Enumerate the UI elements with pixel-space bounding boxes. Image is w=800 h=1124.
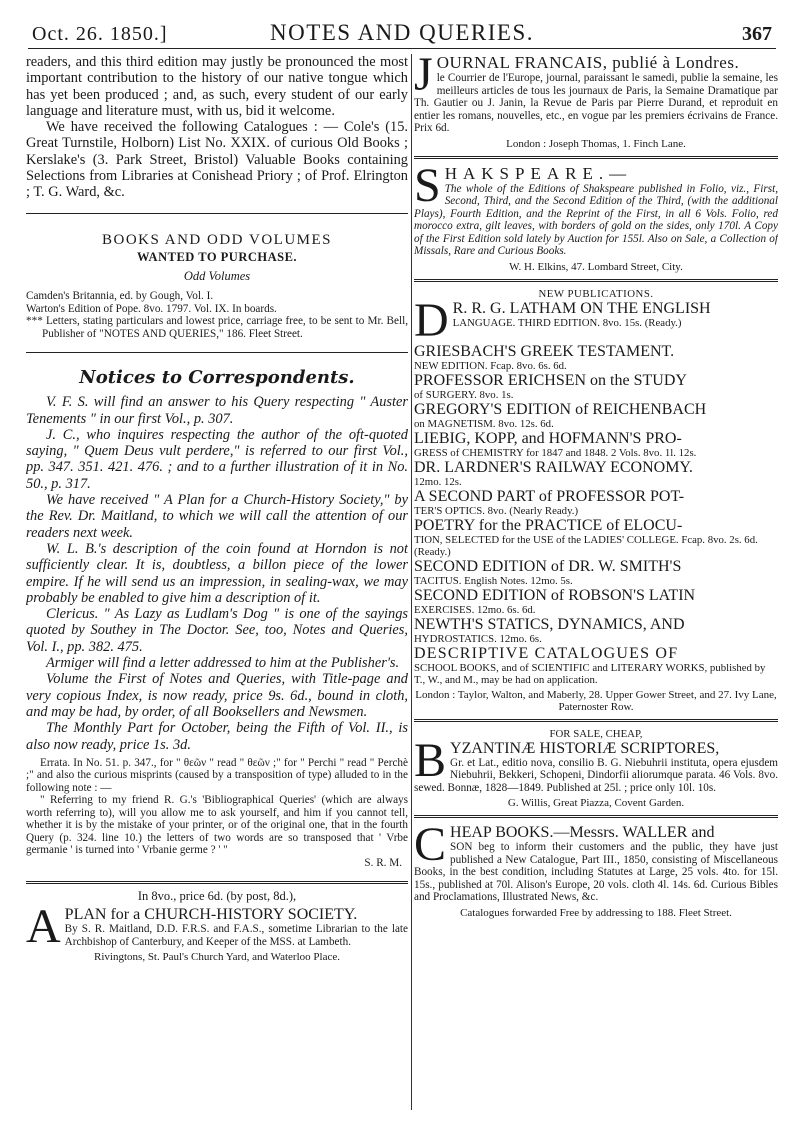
notice-7: Volume the First of Notes and Queries, with Title-page and very copious Index, is now ready, price 9s. 6d., bound in cloth, and may be had, by order, of all Booksellers and Newsmen.: [26, 671, 408, 720]
pub-9-sub: TACITUS. English Notes. 12mo. 5s.: [414, 574, 573, 587]
pub-2-sub: NEW EDITION. Fcap. 8vo. 6s. 6d.: [414, 359, 567, 372]
errata-signature: S. R. M.: [364, 856, 402, 869]
divider: [26, 881, 408, 884]
notice-2: J. C., who inquires respecting the author of the oft-quoted saying, " Quem Deus vult perdere," is referred to our first Vol., pp. 347. 351. 421. 476. ; and to a further illustration of it in No. 50., p. 317.: [26, 426, 408, 492]
pub-11-sub: HYDROSTATICS. 12mo. 6s.: [414, 632, 542, 645]
pub-7: A SECOND PART of PROFESSOR POT-: [414, 487, 685, 505]
notice-8: The Monthly Part for October, being the Fifth of Vol. II., is also now ready, price 1s. 3d.: [26, 720, 408, 753]
pub-4: GREGORY'S EDITION of REICHENBACH: [414, 400, 707, 418]
divider: [26, 213, 408, 214]
notice-5: Clericus. " As Lazy as Ludlam's Dog " is one of the sayings quoted by Southey in The Doctor. See, too, Notes and Queries, Vol. I., pp. 382. 475.: [26, 606, 408, 655]
journal-dropcap: J: [414, 54, 433, 101]
left-column: [26, 54, 408, 1112]
pub-8: POETRY for the PRACTICE of ELOCU-: [414, 516, 683, 534]
journal-body: le Courrier de l'Europe, journal, paraissant le samedi, publie la semaine, les meilleurs articles de tous les journaux de Paris, la Semaine Dramatique par Th. Gautier ou J. Janin, la Revue de Paris par Pierre Durand, et reproduit en entier les romans, nouvelles, etc., en vogue par les premiers écrivains de France. Prix 6d.: [414, 72, 778, 134]
pub-9: SECOND EDITION of DR. W. SMITH'S: [414, 557, 682, 575]
divider: [414, 815, 778, 818]
shakspeare-body: The whole of the Editions of Shakspeare published in Folio, viz., First, Second, Third, and the Second Edition of the Third, (with the additional Plays), Fourth Edition, and the Reprint of the First, in all 6 Vols. Folio, red morocco extra, gilt leaves, with borders of gold on the sides, only 170l. A Copy of the First Edition sold lately by Auction for 155l. Also on Sale, a Collection of Missals, Rare and Curious Books.: [414, 182, 778, 257]
cheap-books-ad: [414, 824, 778, 904]
pub-3-sub: of SURGERY. 8vo. 1s.: [414, 388, 514, 401]
byzantine-body: Gr. et Lat., editio nova, consilio B. G. Niebuhrii instituta, opera ejusdem Niebuhrii, Bekkeri, Schopeni, Dindorfii aliorumque parata. 46 Vols. 8vo. sewed. Bonnæ, 1828—1849. Published at 25l. ; price only 10l. 10s.: [414, 756, 778, 794]
header-page-number: 367: [742, 23, 772, 45]
plan-footer: Rivingtons, St. Paul's Church Yard, and Waterloo Place.: [94, 951, 340, 964]
divider: [414, 279, 778, 282]
pub-5: LIEBIG, KOPP, and HOFMANN'S PRO-: [414, 429, 682, 447]
right-column: [414, 54, 778, 1112]
publications-footer: London : Taylor, Walton, and Maberly, 28. Upper Gower Street, and 27. Ivy Lane, Paternoster Row.: [415, 688, 777, 713]
journal-ad: [414, 54, 778, 135]
cheap-title: HEAP BOOKS.—Messrs. WALLER and: [450, 824, 715, 841]
cheap-dropcap: C: [414, 824, 447, 871]
shakspeare-footer: W. H. Elkins, 47. Lombard Street, City.: [509, 260, 683, 273]
cheap-footer: Catalogues forwarded Free by addressing to 188. Fleet Street.: [460, 906, 732, 919]
pub-12: DESCRIPTIVE CATALOGUES OF: [414, 644, 679, 662]
odd-volumes: Odd Volumes: [183, 269, 251, 284]
pub-6: DR. LARDNER'S RAILWAY ECONOMY.: [414, 458, 693, 476]
journal-title: OURNAL FRANCAIS, publié à Londres.: [436, 54, 740, 72]
shakspeare-title: HAKSPEARE.—: [444, 164, 633, 183]
pub-12-sub: SCHOOL BOOKS, and of SCIENTIFIC and LITERARY WORKS, published by T., W., and M., may be had on application.: [414, 661, 766, 686]
intro-paragraph: readers, and this third edition may justly be pronounced the most important contribution to the history of our native tongue which has yet been produced ; and, as such, every student of our early language and literature must, with us, bid it welcome.: [26, 54, 408, 119]
pub-8-sub: TION, SELECTED for the USE of the LADIES' COLLEGE. Fcap. 8vo. 2s. 6d. (Ready.): [414, 533, 758, 558]
page-header: [28, 18, 776, 49]
letters-note: *** Letters, stating particulars and lowest price, carriage free, to be sent to Mr. Bell, Publisher of "NOTES AND QUERIES," 186. Fleet Street.: [26, 315, 408, 340]
notice-6: Armiger will find a letter addressed to him at the Publisher's.: [46, 655, 400, 672]
byzantine-footer: G. Willis, Great Piazza, Covent Garden.: [507, 797, 685, 809]
catalogues-paragraph: We have received the following Catalogues : — Cole's (15. Great Turnstile, Holborn) List No. XXIX. of curious Old Books ; Kerslake's (3. Park Street, Bristol) Valuable Books containing Selections from Libraries at Conishead Priory ; of Prof. Elrington ; T. G. Ward, &c.: [26, 119, 408, 201]
pub-6-sub: 12mo. 12s.: [414, 475, 462, 488]
wanted-item-1: Camden's Britannia, ed. by Gough, Vol. I.: [26, 290, 214, 303]
byzantine-ad: [414, 740, 778, 795]
column-divider: [411, 54, 412, 1110]
pub-10-sub: EXERCISES. 12mo. 6s. 6d.: [414, 603, 536, 616]
pub-2: GRIESBACH'S GREEK TESTAMENT.: [414, 342, 675, 360]
pub-11: NEWTH'S STATICS, DYNAMICS, AND: [414, 615, 685, 633]
journal-footer: London : Joseph Thomas, 1. Finch Lane.: [506, 137, 686, 150]
plan-body: By S. R. Maitland, D.D. F.R.S. and F.A.S., sometime Librarian to the late Archbishop of Canterbury, and Keeper of the MSS. at Lambeth.: [64, 923, 408, 948]
pub-7-sub: TER'S OPTICS. 8vo. (Nearly Ready.): [414, 504, 579, 517]
latham-title: R. R. G. LATHAM ON THE ENGLISH: [452, 299, 711, 317]
shakspeare-dropcap: S: [414, 164, 441, 212]
plan-price: In 8vo., price 6d. (by post, 8d.),: [137, 889, 297, 904]
pub-5-sub: GRESS of CHEMISTRY for 1847 and 1848. 2 Vols. 8vo. 1l. 12s.: [414, 446, 697, 459]
shakspeare-ad: [414, 165, 778, 258]
latham-ad: [414, 300, 778, 341]
pub-3: PROFESSOR ERICHSEN on the STUDY: [414, 371, 687, 389]
notices-title: Notices to Correspondents.: [79, 367, 355, 389]
publications-header: NEW PUBLICATIONS.: [538, 287, 654, 300]
pub-10: SECOND EDITION of ROBSON'S LATIN: [414, 586, 696, 604]
header-date: Oct. 26. 1850.]: [32, 23, 168, 45]
errata-quote: " Referring to my friend R. G.'s 'Bibliographical Queries' (which are always worth referring to), will you allow me to ask yourself, and him if you cannot tell, whether it is by the mistake of your printer, or of the original one, that in the fourth Query (p. 324. line 10.) the letters of two words are so transposed that ' Vrbe germanie ' is turned into ' Vrbanie germe ? ' ": [26, 794, 408, 857]
notice-4: W. L. B.'s description of the coin found at Horndon is not sufficiently clear. It is, doubtless, a billon piece of the lower empire. If he will send us an impression, in sealing-wax, we may probably be enabled to give him a description of it.: [26, 540, 408, 606]
wanted-item-2: Warton's Edition of Pope. 8vo. 1797. Vol. IX. In boards.: [26, 302, 277, 315]
byzantine-dropcap: B: [414, 739, 447, 787]
errata: Errata. In No. 51. p. 347., for " θεῶν " read " θεῶν ;" for " Perchi " read " Perchè ;" and also the curious misprints (caused by a transposition of type) alluded to in the following note : —: [26, 756, 408, 794]
notice-3: We have received " A Plan for a Church-History Society," by the Rev. Dr. Maitland, to which we will call the attention of our readers next week.: [26, 492, 408, 541]
books-wanted: WANTED TO PURCHASE.: [136, 249, 298, 264]
cheap-body: SON beg to inform their customers and the public, they have just published a New Catalogue, Part III., 1850, consisting of Miscellaneous Books, in the best condition, including Statutes at Large, 25 vols. 4to. for 15l. 15s., published at 70l. Alison's Europe, 20 vols. cloth 4l. 14s. 6d. Curious Bibles and Proclamations, Illustrated News, &c.: [414, 841, 778, 903]
pub-4-sub: on MAGNETISM. 8vo. 12s. 6d.: [414, 417, 554, 430]
divider: [414, 719, 778, 722]
plan-dropcap: A: [26, 906, 61, 949]
byzantine-title: YZANTINÆ HISTORIÆ SCRIPTORES,: [450, 739, 720, 757]
books-title: BOOKS AND ODD VOLUMES: [102, 231, 332, 248]
divider: [26, 352, 408, 353]
latham-dropcap: D: [414, 299, 449, 341]
notice-1: V. F. S. will find an answer to his Query respecting " Auster Tenements " in our first Vol., p. 307.: [26, 394, 408, 427]
sale-header: FOR SALE, CHEAP,: [549, 727, 643, 740]
latham-sub: LANGUAGE. THIRD EDITION. 8vo. 15s. (Ready.): [452, 316, 682, 329]
header-title: NOTES AND QUERIES.: [269, 20, 535, 45]
plan-title: PLAN for a CHURCH-HISTORY SOCIETY.: [64, 906, 358, 924]
divider: [414, 156, 778, 159]
